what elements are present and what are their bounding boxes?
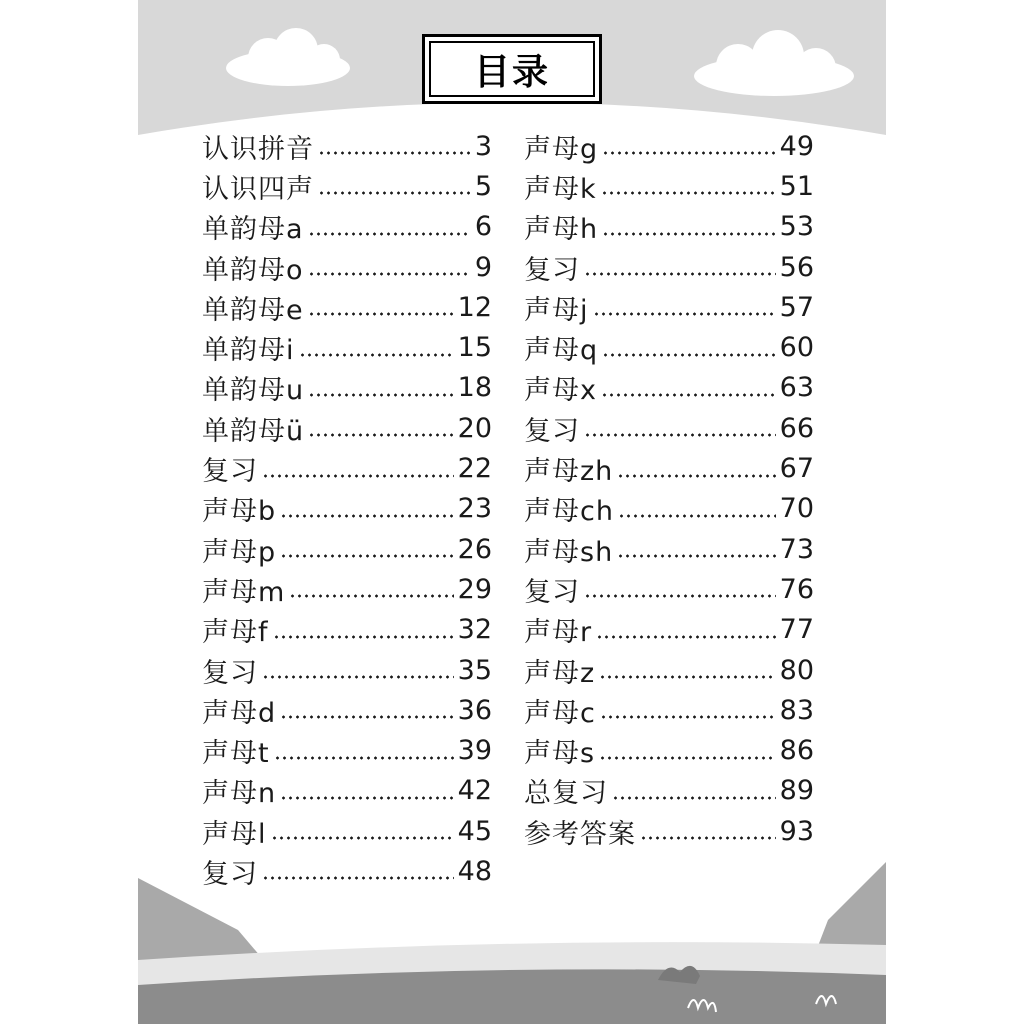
toc-entry-label: 单韵母ü [202,415,305,447]
toc-entry-label: 单韵母i [202,335,295,367]
dot-leader [280,554,454,558]
toc-entry[interactable] [524,730,814,770]
toc-entry-label: 单韵母u [202,375,305,407]
toc-entry-page-number: 48 [457,855,492,887]
dot-leader [640,836,776,840]
dot-leader [271,836,454,840]
dot-leader [308,433,454,437]
dot-leader [584,594,776,598]
toc-entry-label: 声母c [524,697,596,729]
toc-entry-label: 声母x [524,375,597,407]
dot-leader [601,393,776,397]
toc-entry-label: 认识四声 [202,173,314,205]
dot-leader [262,675,454,679]
toc-entry-page-number: 70 [779,493,814,525]
toc-entry-page-number: 66 [779,412,814,444]
toc-entry[interactable] [202,247,492,287]
dot-leader [318,191,471,195]
toc-entry[interactable] [202,771,492,811]
toc-entry[interactable] [202,569,492,609]
toc-entry[interactable] [524,529,814,569]
dot-leader [618,514,776,518]
toc-entry-page-number: 18 [457,372,492,404]
toc-entry[interactable] [524,247,814,287]
toc-entry-label: 声母m [202,576,286,608]
toc-entry-page-number: 39 [457,735,492,767]
title-box [422,34,602,104]
toc-column-left [202,126,492,892]
toc-entry-label: 复习 [524,254,580,286]
toc-entry[interactable] [524,690,814,730]
dot-leader [601,191,776,195]
toc-entry-label: 声母h [524,214,599,246]
toc-entry[interactable] [524,327,814,367]
toc-entry-page-number: 60 [779,332,814,364]
toc-entry-label: 复习 [524,415,580,447]
dot-leader [602,232,776,236]
toc-entry[interactable] [524,811,814,851]
toc-entry-page-number: 76 [779,573,814,605]
dot-leader [299,353,454,357]
toc-entry[interactable] [202,650,492,690]
toc-entry[interactable] [202,287,492,327]
toc-entry-page-number: 26 [457,533,492,565]
toc-entry-page-number: 5 [474,170,492,202]
toc-entry[interactable] [202,368,492,408]
toc-entry-page-number: 89 [779,775,814,807]
toc-entry[interactable] [202,690,492,730]
dot-leader [602,151,776,155]
toc-entry[interactable] [202,730,492,770]
toc-entry[interactable] [524,287,814,327]
dot-leader [273,635,454,639]
dot-leader [617,474,775,478]
toc-entry[interactable] [202,489,492,529]
toc-entry[interactable] [524,448,814,488]
toc-entry-page-number: 20 [457,412,492,444]
toc-entry-page-number: 6 [474,211,492,243]
toc-entry-page-number: 36 [457,694,492,726]
toc-entry[interactable] [524,368,814,408]
toc-entry-label: 声母sh [524,536,614,568]
dot-leader [308,272,471,276]
toc-entry[interactable] [524,610,814,650]
toc-entry-label: 声母p [202,536,277,568]
toc-entry-label: 复习 [202,657,258,689]
toc-entry-label: 声母n [202,778,277,810]
toc-column-right [524,126,814,851]
toc-entry-label: 声母b [202,496,277,528]
toc-entry-page-number: 56 [779,251,814,283]
toc-entry-label: 声母r [524,617,593,649]
toc-entry[interactable] [202,166,492,206]
toc-entry-label: 认识拼音 [202,133,314,165]
toc-entry-page-number: 12 [457,291,492,323]
toc-entry[interactable] [524,408,814,448]
dot-leader [602,353,776,357]
toc-entry-label: 复习 [202,858,258,890]
toc-entry-label: 声母zh [524,456,614,488]
dot-leader [289,594,453,598]
toc-entry[interactable] [524,569,814,609]
toc-entry-page-number: 73 [779,533,814,565]
toc-entry-page-number: 15 [457,332,492,364]
toc-entry-label: 单韵母o [202,254,304,286]
dot-leader [262,876,454,880]
toc-entry-page-number: 51 [779,170,814,202]
toc-entry[interactable] [202,851,492,891]
dot-leader [599,756,776,760]
toc-entry-page-number: 23 [457,493,492,525]
toc-entry-label: 声母s [524,738,596,770]
toc-entry-label: 声母q [524,335,599,367]
toc-entry-label: 声母l [202,818,267,850]
dot-leader [308,312,454,316]
toc-entry[interactable] [524,126,814,166]
toc-entry-label: 声母t [202,738,270,770]
toc-page [138,0,886,1024]
toc-entry[interactable] [202,811,492,851]
toc-entry[interactable] [202,529,492,569]
toc-entry-page-number: 67 [779,453,814,485]
dot-leader [599,675,775,679]
toc-entry-page-number: 32 [457,614,492,646]
dot-leader [584,433,776,437]
toc-entry[interactable] [202,207,492,247]
toc-entry-label: 复习 [202,456,258,488]
toc-entry-label: 复习 [524,576,580,608]
toc-entry-label: 参考答案 [524,818,636,850]
toc-entry-page-number: 49 [779,130,814,162]
toc-entry-page-number: 35 [457,654,492,686]
toc-entry-label: 声母k [524,173,597,205]
dot-leader [584,272,776,276]
dot-leader [596,635,776,639]
toc-entry-page-number: 29 [457,573,492,605]
toc-entry-page-number: 57 [779,291,814,323]
toc-entry-page-number: 86 [779,735,814,767]
toc-entry-page-number: 3 [474,130,492,162]
toc-entry-label: 声母ch [524,496,614,528]
toc-entry-label: 单韵母a [202,214,304,246]
dot-leader [600,715,776,719]
toc-entry[interactable] [524,207,814,247]
toc-entry[interactable] [202,327,492,367]
dot-leader [280,715,454,719]
toc-entry-page-number: 93 [779,815,814,847]
dot-leader [274,756,454,760]
toc-entry[interactable] [524,771,814,811]
toc-entry[interactable] [202,408,492,448]
toc-entry-page-number: 77 [779,614,814,646]
toc-entry-page-number: 53 [779,211,814,243]
toc-entry-page-number: 83 [779,694,814,726]
dot-leader [280,796,454,800]
dot-leader [617,554,775,558]
toc-entry[interactable] [524,489,814,529]
dot-leader [308,232,471,236]
toc-entry-page-number: 63 [779,372,814,404]
page-title: 目录 [429,41,595,97]
toc-entry-page-number: 9 [474,251,492,283]
toc-entry-page-number: 45 [457,815,492,847]
toc-entry-label: 总复习 [524,778,608,810]
dot-leader [262,474,454,478]
toc-entry-page-number: 42 [457,775,492,807]
toc-entry[interactable] [202,610,492,650]
toc-entry[interactable] [202,126,492,166]
toc-entry[interactable] [524,166,814,206]
toc-entry[interactable] [524,650,814,690]
toc-entry-label: 单韵母e [202,294,304,326]
dot-leader [318,151,471,155]
toc-entry[interactable] [202,448,492,488]
toc-entry-label: 声母f [202,617,269,649]
toc-entry-label: 声母z [524,657,596,689]
toc-entry-label: 声母j [524,294,589,326]
toc-entry-page-number: 22 [457,453,492,485]
dot-leader [593,312,776,316]
toc-entry-page-number: 80 [779,654,814,686]
dot-leader [280,514,454,518]
toc-entry-label: 声母g [524,133,599,165]
dot-leader [612,796,776,800]
toc-entry-label: 声母d [202,697,277,729]
dot-leader [308,393,454,397]
